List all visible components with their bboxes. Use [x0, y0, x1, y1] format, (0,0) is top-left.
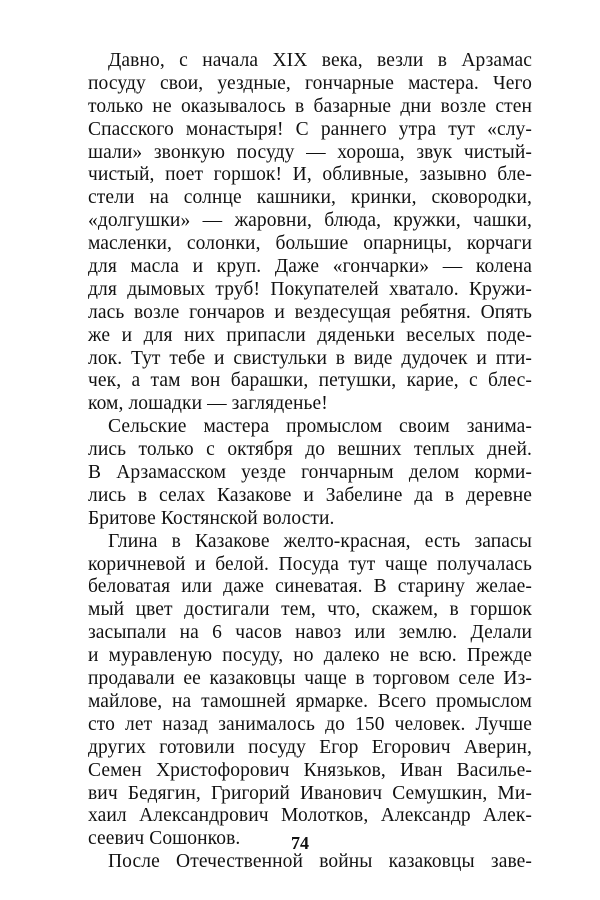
text-line: хаил Александрович Молотков, Александр Алек- [88, 805, 532, 827]
text-line: чек, а там вон барашки, петушки, карие, с блес- [88, 370, 532, 392]
text-line: лок. Тут тебе и свистульки в виде дудочек и пти- [88, 347, 532, 369]
text-line: беловатая или даже синеватая. В старину желае- [88, 576, 532, 598]
text-line: засыпали на 6 часов навоз или землю. Делали [88, 622, 532, 644]
text-line: коричневой и белой. Посуда тут чаще получалась [88, 553, 532, 575]
text-line: Спасского монастыря! С раннего утра тут «слу- [88, 118, 532, 140]
text-line: Семен Христофорович Князьков, Иван Василье- [88, 759, 532, 781]
page-number: 74 [291, 833, 309, 853]
text-line: лись в селах Казакове и Забелине да в деревне [88, 484, 532, 506]
text-line: других готовили посуду Егор Егорович Аверин, [88, 736, 532, 758]
text-line: посуду свои, уездные, гончарные мастера. Чего [88, 72, 532, 94]
text-line: майлове, на тамошней ярмарке. Всего промыслом [88, 690, 532, 712]
text-line: чистый, поет горшок! И, обливные, зазывно бле- [88, 164, 532, 186]
text-line: Давно, с начала XIX века, везли в Арзамас [108, 50, 532, 71]
text-line: только не оказывалось в базарные дни возле стен [88, 95, 532, 117]
text-line: продавали ее казаковцы чаще в торговом селе Из- [88, 668, 532, 690]
text-line: вич Бедягин, Григорий Иванович Семушкин, Ми- [88, 782, 532, 804]
text-line: В Арзамасском уезде гончарным делом корми- [88, 462, 532, 484]
text-line: Бритове Костянской волости. [88, 507, 335, 529]
text-line: лись только с октября до вешних теплых дней. [88, 439, 532, 461]
paragraph [88, 50, 532, 416]
paragraph [88, 531, 532, 851]
paragraph [88, 416, 532, 530]
text-line: сеевич Сошонков. [88, 828, 241, 850]
text-line: Сельские мастера промыслом своим занима- [108, 416, 532, 438]
text-line: «долгушки» — жаровни, блюда, кружки, чашки, [88, 210, 532, 232]
page-body [88, 50, 532, 874]
text-line: шали» звонкую посуду — хороша, звук чистый- [88, 141, 532, 163]
text-line: ком, лошадки — загляденье! [88, 393, 328, 415]
text-line: же и для них припасли дяденьки веселых поде- [88, 324, 532, 346]
text-line: сто лет назад занималось до 150 человек. Лучше [88, 713, 532, 735]
text-line: для масла и круп. Даже «гончарки» — колена [88, 256, 532, 278]
text-line: лась возле гончаров и вездесущая ребятня. Опять [88, 301, 532, 323]
text-line: После Отечественной войны казаковцы заве- [108, 851, 532, 873]
text-line: стели на солнце кашники, кринки, сковородки, [88, 187, 532, 209]
text-line: Глина в Казакове желто-красная, есть запасы [108, 530, 532, 552]
text-line: и муравленую посуду, но далеко не всю. Прежде [88, 645, 532, 667]
text-line: для дымовых труб! Покупателей хватало. Кружи- [88, 278, 532, 300]
paragraph [88, 851, 532, 874]
text-line: масленки, солонки, большие опарницы, корчаги [88, 233, 532, 255]
text-line: мый цвет достигали тем, что, скажем, в горшок [88, 599, 532, 621]
